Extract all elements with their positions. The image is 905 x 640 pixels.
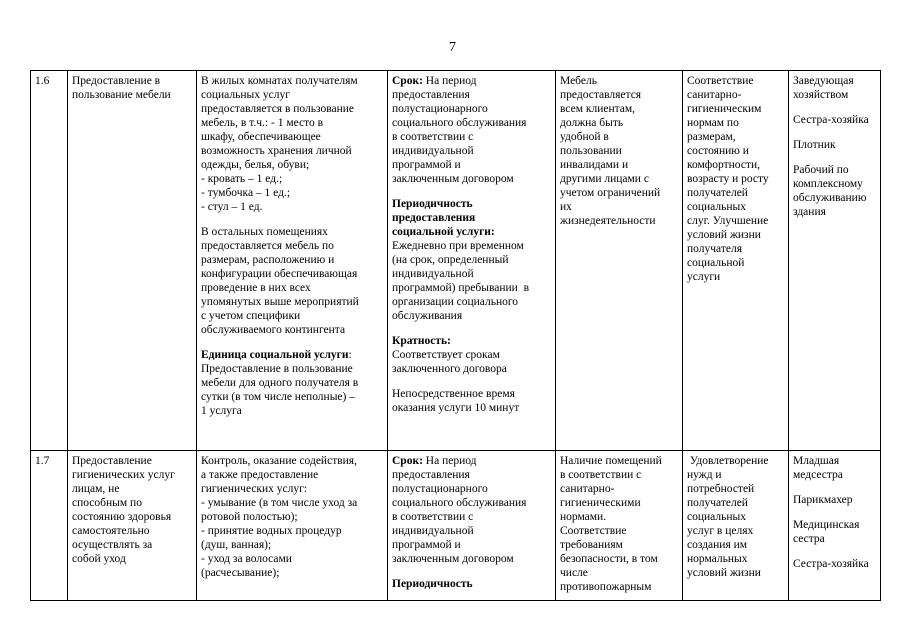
term-label: Срок:	[392, 75, 423, 87]
text-line: гигиеническим	[687, 103, 762, 115]
terms-cell: Срок: На период предоставления полустационарного социального обслуживания в соответствии с индивидуальной программой и заключенным договором Периодичность предоставления социальной услуги: Ежедневно при временном (на срок, определенный индивидуальной программой) пребывании в организации социального обслуживания Кратность: Соответствует срокам заключенного договора Непосредственное время оказания услуги 10 минут	[388, 71, 556, 451]
text-line: комфортности,	[687, 159, 760, 171]
text-line: заключенного договора	[392, 363, 507, 375]
text-line: обслуживанию	[793, 192, 867, 204]
text-line: одежды, белья, обуви;	[201, 159, 310, 171]
text-line: Ежедневно при временном	[392, 240, 524, 252]
text-line: состоянию и	[687, 145, 749, 157]
row-number: 1.7	[31, 451, 68, 601]
text-line: В жилых комнатах получателям	[201, 75, 358, 87]
text-line: сестра	[793, 533, 825, 545]
text-line: их	[560, 201, 572, 213]
text-line: осуществлять за	[72, 539, 153, 551]
text-line: возможность хранения личной	[201, 145, 352, 157]
text-line: организации социального	[392, 296, 519, 308]
text-line: условий жизни	[687, 229, 761, 241]
text-line: шкафу, обеспечивающее	[201, 131, 321, 143]
text-line: размерам,	[687, 131, 736, 143]
text-line: индивидуальной	[392, 145, 474, 157]
text-line: упомянутых выше мероприятий	[201, 296, 359, 308]
text-line: Медицинская	[793, 519, 860, 531]
text-line: противопожарным	[560, 581, 652, 593]
text-line: - умывание (в том числе уход за	[201, 497, 358, 509]
text-line: нужд и	[687, 469, 722, 481]
text-line: пользовании	[560, 145, 622, 157]
text-line: получателя	[687, 243, 742, 255]
text-line: социального обслуживания	[392, 497, 527, 509]
text-line: сутки (в том числе неполные) –	[201, 391, 355, 403]
text-line: требованиям	[560, 539, 623, 551]
text-line: безопасности, в том	[560, 553, 658, 565]
text-line: социальных услуг	[201, 89, 290, 101]
services-table	[30, 70, 881, 601]
term-label: Срок:	[392, 455, 423, 467]
text-line: санитарно-	[687, 89, 742, 101]
text-line: Удовлетворение	[687, 455, 769, 467]
text-line: Непосредственное время	[392, 388, 515, 400]
text-line: в соответствии с	[560, 469, 642, 481]
text-line: В остальных помещениях	[201, 226, 328, 238]
text-line: хозяйством	[793, 89, 849, 101]
text-line: услуги	[687, 271, 721, 283]
staff-cell	[789, 451, 881, 601]
text-line: заключенным договором	[392, 173, 514, 185]
text-line: заключенным договором	[392, 553, 514, 565]
text-line: предоставления	[392, 212, 476, 224]
text-line: обслуживания	[392, 310, 463, 322]
text-line: потребностей	[687, 483, 755, 495]
text-line: (душ, ванная);	[201, 539, 272, 551]
service-description-cell: В жилых комнатах получателям социальных услуг предоставляется в пользование мебель, в т.ч.: - 1 место в шкафу, обеспечивающее возможность хранения личной одежды, белья, обуви; - кровать – 1 ед.; - тумбочка – 1 ед.; - стул – 1 ед. В остальных помещениях предоставляется мебель по размерам, расположению и конфигурации обеспечивающая проведение в них всех упомянутых выше мероприятий с учетом специфики обслуживаемого контингента Единица социальной услуги: Предоставление в пользование мебели для одного получателя в сутки (в том числе неполные) – 1 услуга	[197, 71, 388, 451]
text-line: ротовой полостью);	[201, 511, 298, 523]
text-line: (расчесывание);	[201, 567, 280, 579]
text-line: состоянию здоровья	[72, 511, 172, 523]
text-line: Предоставление в	[72, 75, 161, 87]
text-line: Периодичность	[392, 198, 473, 210]
text-line: - уход за волосами	[201, 553, 292, 565]
text-line: медсестра	[793, 469, 843, 481]
text-line: проведение в них всех	[201, 282, 311, 294]
text-line: предоставляется в пользование	[201, 103, 355, 115]
text-line: оказания услуги 10 минут	[392, 402, 520, 414]
text-line: жизнедеятельности	[560, 215, 656, 227]
text-line: - принятие водных процедур	[201, 525, 342, 537]
text-line: полустационарного	[392, 483, 488, 495]
text-line: должна быть	[560, 117, 624, 129]
page-number: 7	[449, 40, 456, 55]
text-line: Периодичность	[392, 578, 473, 590]
unit-label: Единица социальной услуги	[201, 349, 349, 361]
table-row	[31, 71, 881, 451]
text-line: учетом ограничений	[560, 187, 661, 199]
text-line: собой уход	[72, 553, 126, 565]
text-line: самостоятельно	[72, 525, 150, 537]
text-line: всем клиентам,	[560, 103, 636, 115]
text-line: в соответствии с	[392, 511, 474, 523]
text-line: Мебель	[560, 75, 597, 87]
text-line: создания им	[687, 539, 748, 551]
indicators-cell	[683, 71, 789, 451]
text-line: числе	[560, 567, 588, 579]
text-line: социальных	[687, 511, 746, 523]
text-line: конфигурации обеспечивающая	[201, 268, 358, 280]
text-line: комплексному	[793, 178, 863, 190]
text-line: возрасту и росту	[687, 173, 769, 185]
text-line: здания	[793, 206, 826, 218]
text-line: лицам, не	[72, 483, 120, 495]
staff-cell	[789, 71, 881, 451]
periodicity-label	[392, 197, 551, 239]
table-row	[31, 451, 881, 601]
text-line: Предоставление	[72, 455, 152, 467]
text-line: Контроль, оказание содействия,	[201, 455, 357, 467]
text-line: Сестра-хозяйка	[793, 558, 869, 570]
text-line: Наличие помещений	[560, 455, 662, 467]
text-line: обслуживаемого контингента	[201, 324, 346, 336]
text-line: другими лицами с	[560, 173, 649, 185]
row-number: 1.6	[31, 71, 68, 451]
text-line: условий жизни	[687, 567, 761, 579]
text-line: Соответствие	[687, 75, 754, 87]
text-line: Парикмахер	[793, 494, 853, 506]
text-line: (на срок, определенный	[392, 254, 509, 266]
text-line: получателей	[687, 187, 748, 199]
text-line: санитарно-	[560, 483, 615, 495]
text-line: инвалидами и	[560, 159, 629, 171]
text-line: Сестра-хозяйка	[793, 114, 869, 126]
terms-cell: Срок: На период предоставления полустационарного социального обслуживания в соответствии с индивидуальной программой и заключенным договором Периодичность	[388, 451, 556, 601]
text-line: а также предоставление	[201, 469, 319, 481]
text-line: пользование мебели	[72, 89, 171, 101]
text-line: предоставляется	[560, 89, 642, 101]
text-line: 1 услуга	[201, 405, 242, 417]
text-line: предоставления	[392, 469, 470, 481]
text-line: социальных	[687, 201, 746, 213]
text-line: - тумбочка – 1 ед.;	[201, 187, 291, 199]
text-line: в соответствии с	[392, 131, 474, 143]
text-line: - стул – 1 ед.	[201, 201, 263, 213]
text-line: нормам по	[687, 117, 739, 129]
text-line: индивидуальной	[392, 268, 474, 280]
text-line: мебели для одного получателя в	[201, 377, 359, 389]
text-line: социальной	[687, 257, 745, 269]
text-line: Соответствие	[560, 525, 627, 537]
text-line: полустационарного	[392, 103, 488, 115]
text-line: услуг в целях	[687, 525, 754, 537]
text-line: социальной услуги:	[392, 226, 495, 238]
conditions-cell	[556, 71, 683, 451]
text-line: мебель, в т.ч.: - 1 место в	[201, 117, 324, 129]
text-line: Рабочий по	[793, 164, 849, 176]
text-line: гигиенических услуг	[72, 469, 175, 481]
text-line: Заведующая	[793, 75, 854, 87]
text-line: размерам, расположению и	[201, 254, 335, 266]
text-line: гигиенических услуг:	[201, 483, 308, 495]
text-line: удобной в	[560, 131, 609, 143]
text-line: слуг. Улучшение	[687, 215, 769, 227]
indicators-cell	[683, 451, 789, 601]
text-line: получателей	[687, 497, 748, 509]
conditions-cell	[556, 451, 683, 601]
text-line: Предоставление в пользование	[201, 363, 353, 375]
text-line: способным по	[72, 497, 142, 509]
periodicity-label	[392, 577, 551, 591]
service-name-cell	[68, 71, 197, 451]
text-line: нормальных	[687, 553, 748, 565]
text-line: социального обслуживания	[392, 117, 527, 129]
text-line: Младшая	[793, 455, 840, 467]
service-description-cell	[197, 451, 388, 601]
text-line: программой и	[392, 159, 461, 171]
text-line: программой) пребывании в	[392, 282, 530, 294]
text-line: программой и	[392, 539, 461, 551]
text-line: - кровать – 1 ед.;	[201, 173, 283, 185]
text-line: предоставления	[392, 89, 470, 101]
text-line: гигиеническими	[560, 497, 641, 509]
service-name-cell	[68, 451, 197, 601]
text-line: индивидуальной	[392, 525, 474, 537]
text-line: Соответствует срокам	[392, 349, 500, 361]
text-line: предоставляется мебель по	[201, 240, 334, 252]
text-line: Плотник	[793, 139, 836, 151]
multiplicity-label: Кратность:	[392, 335, 451, 347]
text-line: нормами.	[560, 511, 607, 523]
text-line: с учетом специфики	[201, 310, 301, 322]
